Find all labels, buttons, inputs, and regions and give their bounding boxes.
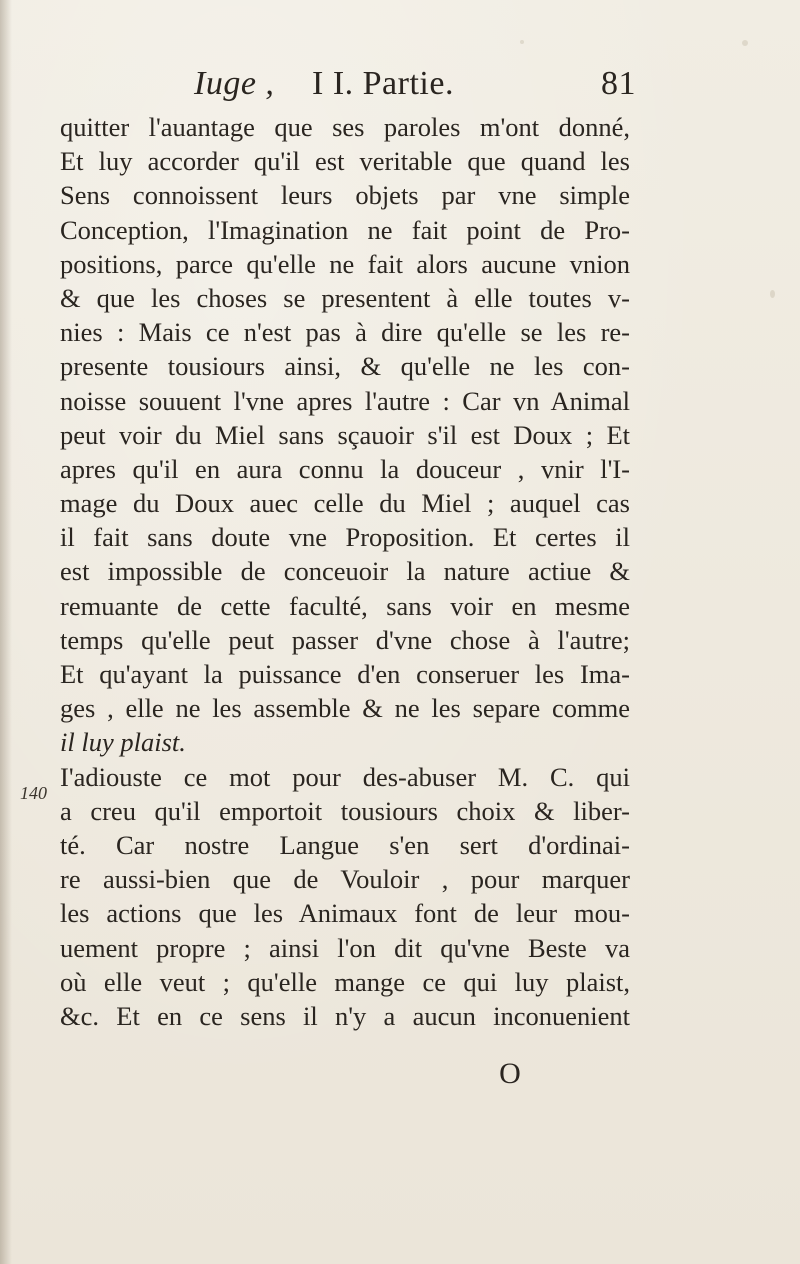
text-line: uement propre ; ainsi l'on dit qu'vne Beste va (60, 932, 630, 963)
text-line: a creu qu'il emportoit tousiours choix & liber- (60, 795, 630, 826)
paper-spot (520, 40, 524, 44)
text-line: les actions que les Animaux font de leur mou- (60, 898, 630, 929)
text-line: & que les choses se presentent à elle toutes v- (60, 282, 630, 313)
text-line: I'adiouste ce mot pour des-abuser M. C. qui (60, 761, 630, 792)
text-line: Et luy accorder qu'il est veritable que quand les (60, 146, 630, 177)
paper-spot (770, 290, 775, 298)
text-line: où elle veut ; qu'elle mange ce qui luy plaist, (60, 966, 630, 997)
text-line: positions, parce qu'elle ne fait alors aucune vnion (60, 248, 630, 279)
text-line: quitter l'auantage que ses paroles m'ont donné, (60, 112, 630, 142)
text-line: temps qu'elle peut passer d'vne chose à l'autre; (60, 624, 630, 655)
text-line: remuante de cette faculté, sans voir en mesme (60, 590, 630, 621)
text-line: té. Car nostre Langue s'en sert d'ordinai- (60, 829, 630, 860)
paper-spot (742, 40, 748, 46)
signature-mark: O (499, 1057, 521, 1090)
running-head-title: Iuge , (194, 65, 275, 102)
page-gutter-shadow (0, 0, 12, 1264)
text-line: mage du Doux auec celle du Miel ; auquel cas (60, 488, 630, 519)
text-line: il luy plaist. (60, 727, 186, 758)
text-line: noisse souuent l'vne apres l'autre : Car vn Animal (60, 385, 630, 416)
text-line: apres qu'il en aura connu la douceur , vnir l'I- (60, 453, 630, 484)
text-line: Sens connoissent leurs objets par vne simple (60, 180, 630, 211)
text-line: &c. Et en ce sens il n'y a aucun inconuenient (60, 1000, 630, 1031)
text-line: est impossible de conceuoir la nature actiue & (60, 556, 630, 587)
text-line: ges , elle ne les assemble & ne les separe comme (60, 693, 630, 724)
text-line: Et qu'ayant la puissance d'en conseruer les Ima- (60, 659, 630, 689)
page-number: 81 (601, 65, 636, 102)
body-text (60, 110, 630, 1033)
running-head-part: I I. Partie. (312, 65, 454, 102)
margin-note: 140 (20, 783, 47, 803)
running-head (180, 62, 636, 106)
text-line: il fait sans doute vne Proposition. Et certes il (60, 522, 630, 553)
text-line: Conception, l'Imagination ne fait point de Pro- (60, 214, 630, 245)
text-line: peut voir du Miel sans sçauoir s'il est Doux ; Et (60, 419, 630, 450)
text-line: presente tousiours ainsi, & qu'elle ne les con- (60, 351, 630, 382)
text-line: nies : Mais ce n'est pas à dire qu'elle se les re- (60, 317, 630, 348)
text-line: re aussi-bien que de Vouloir , pour marquer (60, 864, 630, 895)
